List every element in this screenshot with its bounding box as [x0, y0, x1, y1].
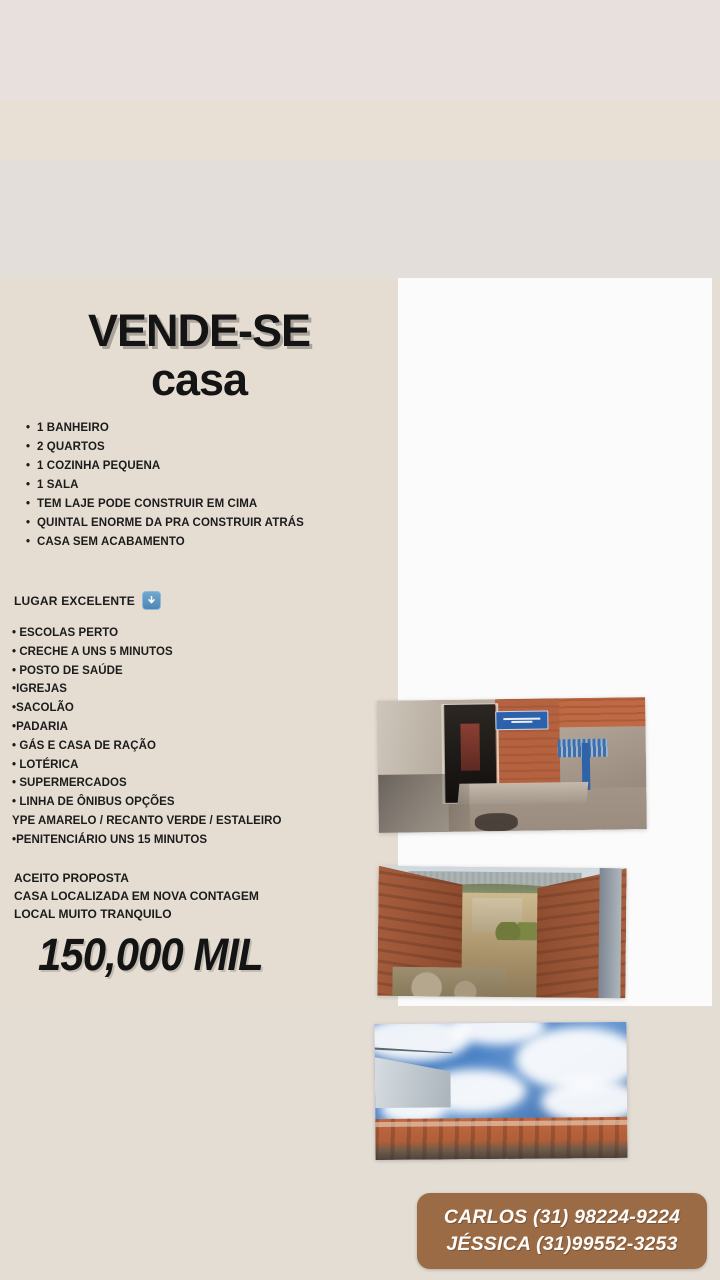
nearby-item: •PENITENCIÁRIO UNS 15 MINUTOS	[12, 833, 208, 846]
nearby-item: •SACOLÃO	[12, 702, 74, 715]
price-label: 150,000 MIL	[38, 929, 263, 980]
bullet-icon: •	[26, 422, 31, 434]
nearby-item: • ESCOLAS PERTO	[12, 627, 119, 639]
location-heading-row	[14, 591, 161, 610]
street-sign-plate	[495, 710, 548, 730]
nearby-item: • LINHA DE ÔNIBUS OPÇÕES	[12, 796, 175, 809]
bullet-icon: •	[26, 441, 31, 453]
house-features-list	[26, 423, 386, 556]
nearby-item: •PADARIA	[12, 720, 68, 733]
bullet-icon: •	[26, 536, 31, 548]
feature-label: QUINTAL ENORME DA PRA CONSTRUIR ATRÁS	[37, 517, 304, 529]
photo-backyard	[377, 866, 626, 999]
note-line: CASA LOCALIZADA EM NOVA CONTAGEM	[14, 889, 259, 904]
photo-sky-wall-scene	[374, 1022, 627, 1160]
nearby-item: • GÁS E CASA DE RAÇÃO	[12, 739, 156, 752]
nearby-amenities-list	[12, 628, 392, 854]
contact-banner[interactable]	[417, 1193, 707, 1269]
nearby-item: • SUPERMERCADOS	[12, 777, 127, 790]
feature-item	[26, 423, 386, 435]
nearby-item: • LOTÉRICA	[12, 758, 79, 771]
bullet-icon: •	[26, 517, 31, 529]
feature-label: TEM LAJE PODE CONSTRUIR EM CIMA	[37, 498, 258, 510]
note-line: ACEITO PROPOSTA	[14, 871, 129, 885]
note-line: LOCAL MUITO TRANQUILO	[14, 907, 172, 922]
nearby-item: YPE AMARELO / RECANTO VERDE / ESTALEIRO	[12, 814, 282, 827]
background-band-top	[0, 0, 720, 100]
feature-item	[26, 442, 386, 454]
listing-poster	[0, 278, 712, 1255]
closing-notes	[14, 869, 259, 924]
feature-label: 1 SALA	[37, 479, 79, 491]
feature-label: CASA SEM ACABAMENTO	[37, 536, 185, 548]
feature-item	[26, 480, 386, 492]
bullet-icon: •	[26, 460, 31, 472]
feature-label: 1 BANHEIRO	[37, 422, 109, 434]
photo-backyard-scene	[377, 866, 626, 999]
arrow-down-icon	[142, 591, 161, 610]
photo-house-entrance	[377, 697, 647, 833]
nearby-item: • POSTO DE SAÚDE	[12, 664, 123, 677]
headline-casa: casa	[150, 354, 248, 405]
nearby-item: • CRECHE A UNS 5 MINUTOS	[12, 645, 173, 658]
background-band-second	[0, 100, 720, 160]
feature-label: 2 QUARTOS	[37, 441, 105, 453]
location-heading-label: LUGAR EXCELENTE	[14, 593, 136, 608]
contact-line-carlos[interactable]: CARLOS (31) 98224-9224	[443, 1206, 681, 1229]
contact-line-jessica[interactable]: JÉSSICA (31)99552-3253	[446, 1233, 678, 1255]
feature-item	[26, 537, 386, 549]
photo-house-entrance-scene	[377, 697, 647, 833]
headline-vende-se: VENDE-SE	[87, 305, 311, 356]
background-band-third	[0, 160, 720, 278]
bullet-icon: •	[26, 498, 31, 510]
feature-item	[26, 518, 386, 530]
photo-sky-wall	[374, 1022, 627, 1160]
feature-item	[26, 499, 386, 511]
bullet-icon: •	[26, 479, 31, 491]
nearby-item: •IGREJAS	[12, 683, 67, 696]
feature-label: 1 COZINHA PEQUENA	[37, 460, 161, 472]
feature-item	[26, 461, 386, 473]
poster-headline	[0, 305, 398, 406]
